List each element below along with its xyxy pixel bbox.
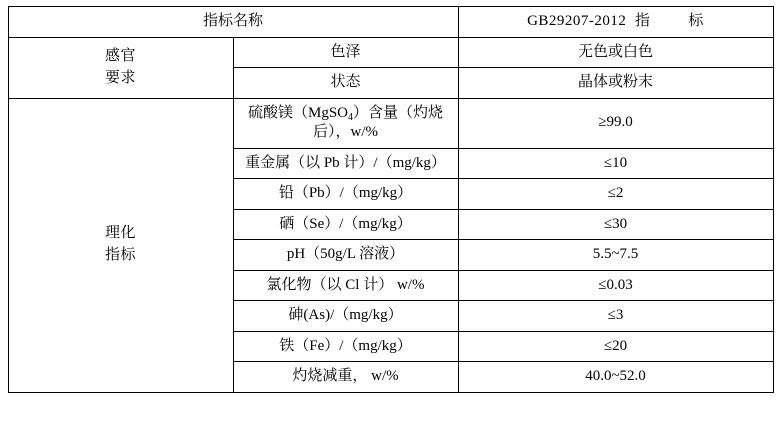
item-value: ≤0.03 <box>458 270 773 301</box>
item-value: ≤2 <box>458 179 773 210</box>
category-sensory-line1: 感官 <box>104 47 136 64</box>
item-label-part-b: ）含量（灼烧后），w/% <box>313 104 444 140</box>
item-value: ≤20 <box>458 331 773 362</box>
item-label <box>233 98 458 148</box>
category-physicochemical <box>8 98 233 392</box>
item-label: 铅（Pb）/（mg/kg） <box>233 179 458 210</box>
item-value: 40.0~52.0 <box>458 362 773 393</box>
item-value: ≤30 <box>458 209 773 240</box>
header-standard-label-b: 标 <box>688 13 704 29</box>
category-sensory <box>8 37 233 98</box>
item-label: 色泽 <box>233 37 458 68</box>
item-label: 状态 <box>233 68 458 99</box>
category-physchem-line2: 指标 <box>104 247 136 263</box>
item-label: 铁（Fe）/（mg/kg） <box>233 331 458 362</box>
item-label: 灼烧减重， w/% <box>233 362 458 393</box>
header-standard-code: GB29207-2012 <box>527 13 627 29</box>
item-label: 砷(As)/（mg/kg） <box>233 301 458 332</box>
item-value: ≥99.0 <box>458 98 773 148</box>
item-value: 无色或白色 <box>458 37 773 68</box>
item-label: 重金属（以 Pb 计）/（mg/kg） <box>233 148 458 179</box>
item-label-subscript: 4 <box>348 111 353 123</box>
item-value: 晶体或粉末 <box>458 68 773 99</box>
category-sensory-line2: 要求 <box>104 69 136 86</box>
item-label: 氯化物（以 Cl 计） w/% <box>233 270 458 301</box>
item-value: 5.5~7.5 <box>458 240 773 271</box>
header-cell-indicator-name: 指标名称 <box>8 7 458 38</box>
table-row <box>8 98 773 148</box>
table-row <box>8 37 773 68</box>
category-physchem-line1: 理化 <box>104 225 136 242</box>
item-label: 硒（Se）/（mg/kg） <box>233 209 458 240</box>
table-header-row <box>8 7 773 38</box>
item-value: ≤3 <box>458 301 773 332</box>
specification-table <box>8 6 774 393</box>
item-value: ≤10 <box>458 148 773 179</box>
item-label: pH（50g/L 溶液） <box>233 240 458 271</box>
header-cell-standard <box>458 7 773 38</box>
item-label-part-a: 硫酸镁（MgSO <box>247 104 348 121</box>
header-standard-label-a: 指 <box>634 13 651 29</box>
